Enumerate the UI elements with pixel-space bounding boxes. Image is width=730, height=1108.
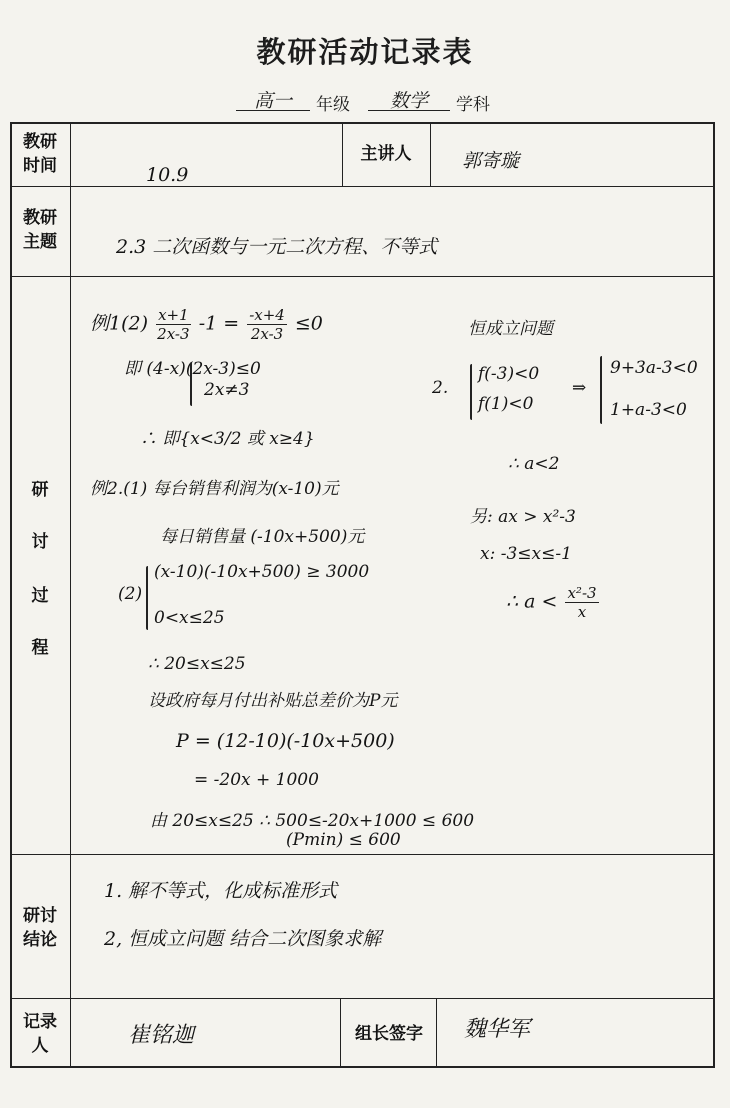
column-divider [70,122,71,1068]
ex1-line1 [90,306,323,343]
right-l6 [506,584,601,621]
column-divider [340,998,341,1068]
right-l6-pre: ∴ a < [506,590,558,613]
right-brace-2 [600,356,602,424]
subject-value: 数学 [368,86,450,111]
ex2-line7: P = (12-10)(-10x+500) [176,730,395,752]
time-value: 10.9 [146,164,189,186]
leader-label: 组长签字 [355,1024,423,1044]
speaker-value: 郭寄璇 [462,150,520,172]
right-l5: x: -3≤x≤-1 [480,544,572,564]
conclusion-line-1: 1. 解不等式，化成标准形式 [104,880,338,902]
ex1-line2: 即 (4-x)(2x-3)≤0 [124,359,261,379]
column-divider [342,122,343,186]
right-a1: f(-3)<0 [478,364,540,384]
process-label-4: 程 [31,638,49,658]
ex2-line9: 由 20≤x≤25 ∴ 500≤-20x+1000 ≤ 600 [150,811,475,831]
ex2-line6: 设政府每月付出补贴总差价为P元 [148,691,398,711]
ex1-prefix: 例1(2) [90,312,149,335]
ex1-frac1-num: x+1 [158,306,189,324]
right-l4: 另: ax > x²-3 [470,507,576,527]
ex1-fraction-2 [247,306,287,343]
page-title: 教研活动记录表 [256,35,474,69]
ex1-line4: ∴ 即{x<3/2 或 x≥4} [140,429,315,449]
ex1-fraction-1 [156,306,191,343]
ex1-end: ≤0 [294,312,323,335]
time-label: 教研 时间 [23,132,57,176]
leader-signature: 魏华军 [464,1017,531,1042]
ex2-line8: = -20x + 1000 [194,770,319,790]
grade-value: 高一 [236,86,310,111]
topic-value: 2.3 二次函数与一元二次方程、不等式 [116,236,438,258]
row-divider [10,854,715,855]
topic-label: 教研 主题 [23,208,57,252]
right-arrow: ⇒ [572,378,587,398]
conclusion-line-2: 2, 恒成立问题 结合二次图象求解 [104,928,382,950]
right-a2: f(1)<0 [478,394,534,414]
row-divider [10,186,715,187]
ex2-line2: 每日销售量 (-10x+500)元 [160,527,365,547]
recorder-label: 记录 人 [23,1012,57,1056]
column-divider [430,122,431,186]
ex2-line5: ∴ 20≤x≤25 [148,654,246,674]
ex1-frac1-den: 2x-3 [157,325,190,343]
ex2-brace [146,566,148,630]
ex1-line3: 2x≠3 [204,380,250,400]
right-b1: 9+3a-3<0 [610,358,698,378]
grade-label: 年级 [316,95,350,115]
grade-subject-line [0,86,730,116]
ex1-frac2-num: -x+4 [249,306,285,324]
process-label-1: 研 [31,480,49,500]
ex1-mid: -1 = [198,312,240,335]
ex2-line10: (Pmin) ≤ 600 [286,830,401,850]
ex2-line4: 0<x≤25 [154,608,225,628]
right-title: 恒成立问题 [468,319,553,339]
right-b2: 1+a-3<0 [610,400,687,420]
ex2-line3: (x-10)(-10x+500) ≥ 3000 [154,562,370,582]
right-brace-1 [470,364,472,420]
column-divider [436,998,437,1068]
right-l6-fraction [565,584,598,621]
ex2-line3-prefix: (2) [118,584,143,604]
subject-label: 学科 [456,95,490,115]
right-l6-den: x [577,603,587,621]
speaker-label: 主讲人 [360,144,412,164]
right-l6-num: x²-3 [567,584,597,602]
row-divider [10,276,715,277]
right-num: 2. [432,378,449,398]
right-l3: ∴ a<2 [508,454,560,474]
recorder-signature: 崔铭迦 [128,1023,195,1048]
process-label-2: 讨 [31,532,49,552]
ex1-frac2-den: 2x-3 [250,325,284,343]
ex2-line1: 例2.(1) 每台销售利润为(x-10)元 [90,479,339,499]
conclusion-label: 研讨 结论 [23,906,57,950]
ex1-brace [190,362,192,406]
process-label-3: 过 [31,586,49,606]
row-divider [10,998,715,999]
